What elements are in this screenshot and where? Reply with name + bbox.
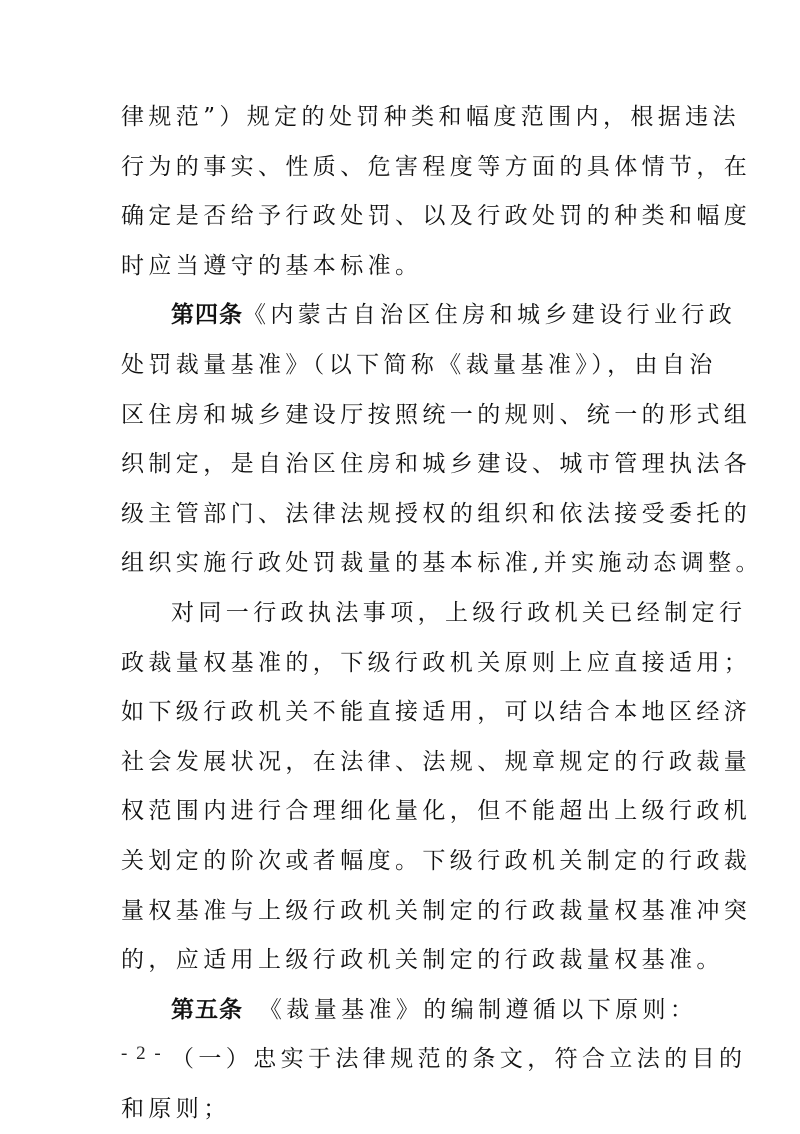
text-line: （一）忠实于法律规范的条文，符合立法的目的 (171, 1046, 747, 1073)
text-line: 社会发展状况，在法律、法规、规章规定的行政裁量 (121, 748, 752, 775)
text-line-content: 《内蒙古自治区住房和城乡建设行业行政 (243, 302, 737, 329)
text-line: 级主管部门、法律法规授权的组织和依法接受委托的 (121, 500, 752, 527)
paragraph-article-5-item-1 (121, 1035, 747, 1134)
text-line (121, 291, 737, 341)
text-line: 时应当遵守的基本标准。 (121, 252, 423, 279)
text-line: 律规范”）规定的处罚种类和幅度范围内，根据违法 (121, 104, 740, 130)
article-heading: 第五条 (171, 996, 243, 1023)
text-line (121, 986, 698, 1036)
text-line-content: 《裁量基准》的编制遵循以下原则： (243, 996, 698, 1023)
paragraph-article-3-continued (121, 93, 752, 291)
text-line: 关划定的阶次或者幅度。下级行政机关制定的行政裁 (121, 847, 752, 874)
paragraph-article-5 (121, 986, 698, 1036)
text-line: 对同一行政执法事项，上级行政机关已经制定行 (171, 599, 747, 626)
text-line: 的，应适用上级行政机关制定的行政裁量权基准。 (121, 947, 724, 974)
article-heading: 第四条 (171, 302, 243, 329)
paragraph-article-4-clause-2 (121, 589, 752, 986)
text-line: 政裁量权基准的，下级行政机关原则上应直接适用； (121, 649, 752, 676)
text-line: 处罚裁量基准》（以下简称《裁量基准》），由自治 (121, 351, 717, 378)
text-line: 和原则； (121, 1095, 231, 1122)
text-line: 如下级行政机关不能直接适用，可以结合本地区经济 (121, 699, 752, 726)
text-line: 行为的事实、性质、危害程度等方面的具体情节，在 (121, 153, 752, 180)
text-line: 确定是否给予行政处罚、以及行政处罚的种类和幅度 (121, 203, 752, 230)
document-body (121, 93, 763, 1134)
text-line: 量权基准与上级行政机关制定的行政裁量权基准冲突 (121, 897, 752, 924)
text-line: 组织实施行政处罚裁量的基本标准,并实施动态调整。 (121, 550, 763, 577)
paragraph-article-4 (121, 291, 763, 589)
text-line: 织制定，是自治区住房和城乡建设、城市管理执法各 (121, 451, 752, 478)
text-line: 权范围内进行合理细化量化，但不能超出上级行政机 (121, 798, 752, 825)
page-number: - 2 - (121, 1043, 163, 1064)
text-line: 区住房和城乡建设厅按照统一的规则、统一的形式组 (121, 401, 752, 428)
